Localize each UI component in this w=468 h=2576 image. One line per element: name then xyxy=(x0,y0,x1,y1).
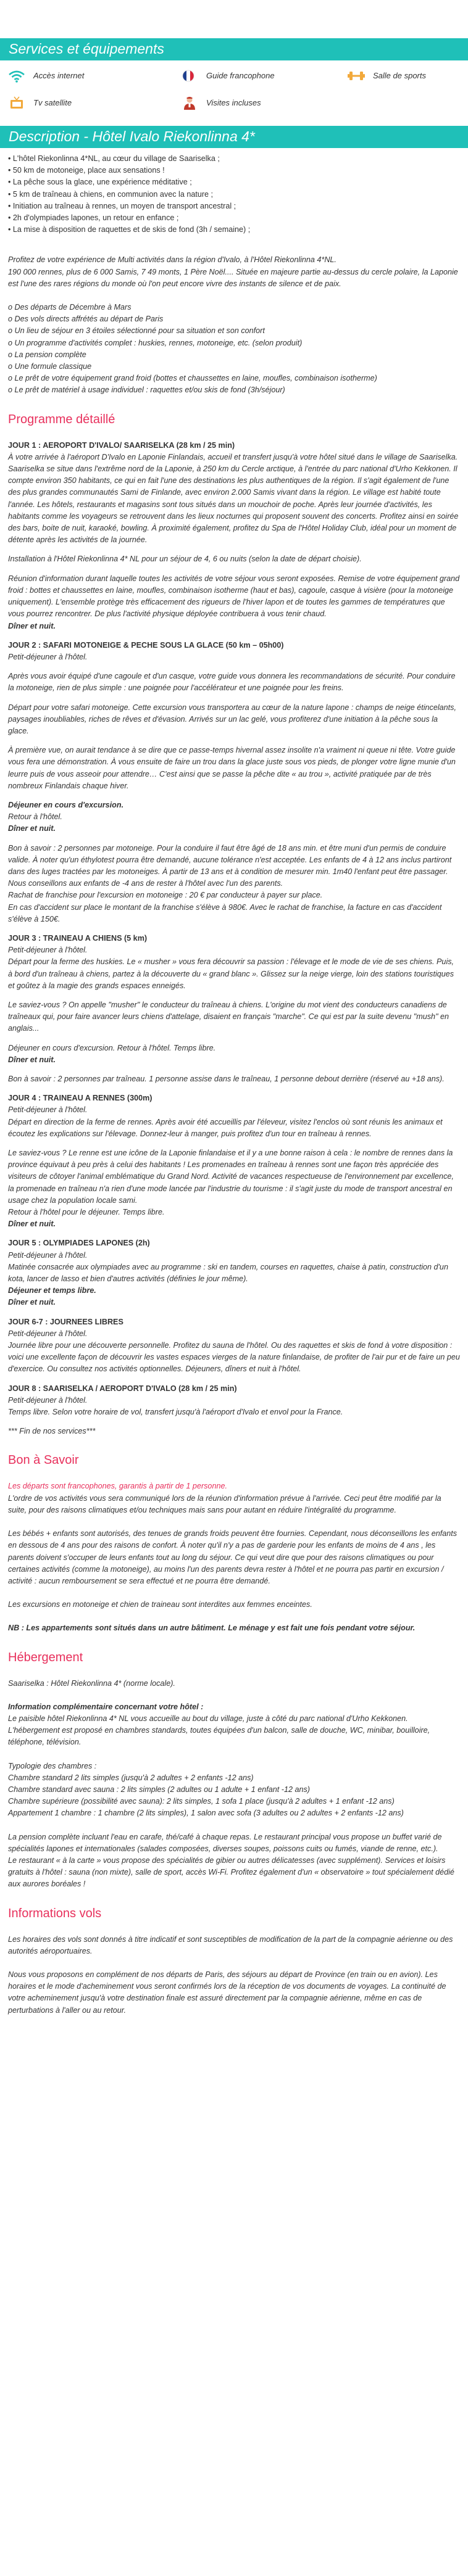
hotel-name: Saariselka : Hôtel Riekonlinna 4* (norme locale). xyxy=(8,1678,175,1688)
day-meal: Déjeuner et temps libre. xyxy=(8,1286,96,1295)
hotel-paragraph: Le restaurant « à la carte » vous propose des spécialités de gibier ou autres délicatesses (avec supplément). Services et loisirs gratuits à l'hôtel : sauna (non mixte), salle de sport, accès Wi-Fi. Profitez également d'un « observatoire » tout spécialement dédié aux aurores boréales ! xyxy=(8,1856,454,1889)
equipement-label: Salle de sports xyxy=(373,71,426,81)
equipement-label: Tv satellite xyxy=(33,98,72,108)
hotel-info-title: Information complémentaire concernant votre hôtel : xyxy=(8,1702,204,1711)
french-flag-icon xyxy=(180,69,199,83)
guide-person-icon xyxy=(180,96,199,110)
day-heading: JOUR 5 : OLYMPIADES LAPONES (2h) xyxy=(8,1239,150,1248)
bon-a-savoir-title: Bon à Savoir xyxy=(8,1453,79,1468)
hotel-paragraph: Le paisible hôtel Riekonlinna 4* NL vous accueille au bout du village, juste à côté du parc national d'Urho Kekkonen. L'hébergement est proposé en chambres standards, toutes équipées d'un balcon, salle de douche, WC, minibar, bouilloire, téléphone, télévision. xyxy=(8,1714,430,1747)
list-item: o Le prêt de votre équipement grand froid (bottes et chaussettes en laine, moufles, combinaison isotherme) xyxy=(8,374,377,383)
list-item: o Des départs de Décembre à Mars xyxy=(8,303,132,312)
day-meal: Déjeuner en cours d'excursion. xyxy=(8,800,124,809)
day-paragraph: À votre arrivée à l'aéroport D'Ivalo en Laponie Finlandais, accueil et transfert jusqu'à votre hôtel situé dans le village de Saariselka. xyxy=(8,452,458,461)
list-item: • La mise à disposition de raquettes et de skis de fond (3h / semaine) ; xyxy=(8,225,251,234)
day-paragraph: Rachat de franchise pour l'excursion en motoneige : 20 € par conducteur à payer sur place. xyxy=(8,891,323,900)
end-of-services: *** Fin de nos services*** xyxy=(8,1427,96,1436)
equipement-item xyxy=(7,69,180,83)
highlights-list xyxy=(8,153,460,236)
wifi-icon xyxy=(7,69,26,83)
list-item: • 5 km de traîneau à chiens, en communion avec la nature ; xyxy=(8,189,214,199)
list-item: o Une formule classique xyxy=(8,362,92,371)
programme-title: Programme détaillé xyxy=(8,412,115,426)
gym-icon xyxy=(347,69,366,83)
equipement-item xyxy=(180,96,347,110)
info-paragraph: Les excursions en motoneige et chien de traineau sont interdites aux femmes enceintes. xyxy=(8,1600,312,1609)
day-paragraph: Journée libre pour une découverte personnelle. Profitez du sauna de l'hôtel. Ou des raquettes et skis de fond à votre disposition : voici une excellente façon de découvrir les vastes espaces vierges de la nature finlandaise, de profiter de l'air pur et de faire un peu d'exercice. Ou consultez nos activités optionnelles. Déjeuners, dîners et nuit à l'hôtel. xyxy=(8,1341,460,1374)
intro-paragraph: 190 000 rennes, plus de 6 000 Samis, 7 49 monts, 1 Père Noël.... Située en majeure partie au-dessus du cercle polaire, la Laponie est l'une des rares régions du monde où l'on peut encore vivre des instants de silence et de paix. xyxy=(8,267,458,288)
departure-guarantee: Les départs sont francophones, garantis à partir de 1 personne. xyxy=(8,1482,227,1491)
vols-paragraph: Les horaires des vols sont donnés à titre indicatif et sont susceptibles de modification de la part de la compagnie aérienne ou des autorités aéroportuaires. xyxy=(8,1934,453,1955)
equipement-item xyxy=(180,69,347,83)
day-breakfast: Petit-déjeuner à l'hôtel. xyxy=(8,1329,88,1338)
day-paragraph: Le saviez-vous ? On appelle "musher" le conducteur du traîneau à chiens. L'origine du mot vient des conducteurs canadiens de traîneaux qui, pour faire avancer leurs chiens d'attelage, disaient en français "marche". Ce qui est par la suite devenu "mush" en anglais... xyxy=(8,1000,449,1033)
hotel-paragraph: La pension complète incluant l'eau en carafe, thé/café à chaque repas. Le restaurant principal vous propose un buffet varié de spécialités lapones et internationales (salades composées, diverses soupes, poissons cuits ou fumés, viande de renne, etc.). xyxy=(8,1832,442,1853)
day-meal: Dîner et nuit. xyxy=(8,824,56,833)
description-title: Description - Hôtel Ivalo Riekonlinna 4* xyxy=(0,126,468,148)
equipement-label: Visites incluses xyxy=(206,98,261,108)
offer-list xyxy=(8,302,460,397)
day-paragraph: Temps libre. Selon votre horaire de vol, transfert jusqu'à l'aéroport d'Ivalo et envol pour la France. xyxy=(8,1408,343,1417)
description-content xyxy=(0,148,468,2017)
room-item: Chambre standard 2 lits simples (jusqu'à 2 adultes + 2 enfants -12 ans) xyxy=(8,1773,254,1782)
day-meal: Dîner et nuit. xyxy=(8,1298,56,1307)
day-paragraph: Bon à savoir : 2 personnes par traîneau. 1 personne assise dans le traîneau, 1 personne debout derrière (réservé au +18 ans). xyxy=(8,1075,445,1083)
day-breakfast: Petit-déjeuner à l'hôtel. xyxy=(8,1395,88,1405)
equipement-label: Accès internet xyxy=(33,71,85,81)
day-breakfast: Petit-déjeuner à l'hôtel. xyxy=(8,1105,88,1115)
day-paragraph: En cas d'accident sur place le montant de la franchise s'élève à 980€. Avec le rachat de franchise, la facture en cas d'accident s'élève à 150€. xyxy=(8,902,442,923)
day-heading: JOUR 6-7 : JOURNEES LIBRES xyxy=(8,1317,123,1326)
list-item: o Le prêt de matériel à usage individuel : raquettes et/ou skis de fond (3h/séjour) xyxy=(8,386,285,395)
day-paragraph: Retour à l'hôtel. xyxy=(8,812,62,822)
day-meal: Dîner et nuit. xyxy=(8,1220,56,1229)
day-paragraph: Départ en direction de la ferme de rennes. Après avoir été accueillis par l'éleveur, visitez l'enclos où sont réunis les animaux et écoutez les explications sur l'élevage. Donnez-leur à manger, puis profitez d'un tour en traîneau à rennes. xyxy=(8,1117,443,1138)
list-item: o Des vols directs affrétés au départ de Paris xyxy=(8,315,164,324)
day-paragraph: Retour à l'hôtel pour le déjeuner. Temps libre. xyxy=(8,1208,165,1217)
list-item: o Un programme d'activités complet : huskies, rennes, motoneige, etc. (selon produit) xyxy=(8,338,303,347)
list-item: • La pêche sous la glace, une expérience méditative ; xyxy=(8,178,192,187)
day-paragraph: Saariselka se situe dans l'extrême nord de la Laponie, à 250 km du Cercle arctique, à l'entrée du parc national d'Urho Kekkonen. Il compte environ 350 habitants, ce qui en fait l'une des destinations les plus authentiques de la région. Il s'agit également de l'une des plus grandes communautés Sami de Finlande, avec environ 2.000 Samis vivant dans la région. Le village est habité toute l'année. Les hôtels, restaurants et magasins sont tous situés dans un mouchoir de poche. Après leur journée d'activités, les habitants comme les voyageurs se retrouvent dans les lieux nocturnes qui proposent souvent des concerts. Profitez ainsi en soirée des bars, boite de nuit, karaoké, bowling. À proximité également, profitez du Spa de l'Hôtel Holiday Club, idéal pour un moment de détente après les activités de la journée. xyxy=(8,464,459,545)
tv-icon xyxy=(7,96,26,110)
list-item: • Initiation au traîneau à rennes, un moyen de transport ancestral ; xyxy=(8,201,236,210)
day-breakfast: Petit-déjeuner à l'hôtel. xyxy=(8,1250,88,1260)
day-heading: JOUR 4 : TRAINEAU A RENNES (300m) xyxy=(8,1094,153,1103)
day-meal: Dîner et nuit. xyxy=(8,621,56,630)
day-heading: JOUR 3 : TRAINEAU A CHIENS (5 km) xyxy=(8,933,148,943)
vols-title: Informations vols xyxy=(8,1906,102,1920)
day-meal: Dîner et nuit. xyxy=(8,1055,56,1064)
room-item: Chambre standard avec sauna : 2 lits simples (2 adultes ou 1 adulte + 1 enfant -12 ans) xyxy=(8,1785,310,1794)
day-paragraph: Installation à l'Hôtel Riekonlinna 4* NL pour un séjour de 4, 6 ou nuits (selon la date de départ choisie). xyxy=(8,555,362,564)
day-paragraph: Départ pour la ferme des huskies. Le « musher » vous fera découvrir sa passion : l'élevage et le mode de vie de ses chiens. Puis, à bord d'un traîneau à chiens, partez à la découverte du « grand blanc ». Glissez sur la neige vierge, loin des stations touristiques et goûtez à la magie des grands espaces enneigés. xyxy=(8,957,454,990)
day-breakfast: Petit-déjeuner à l'hôtel. xyxy=(8,946,88,955)
list-item: • L'hôtel Riekonlinna 4*NL, au cœur du village de Saariselka ; xyxy=(8,154,220,163)
day-paragraph: Bon à savoir : 2 personnes par motoneige. Pour la conduire il faut être âgé de 18 ans min. et être muni d'un permis de conduire valide. À noter qu'un éthylotest pourra être demandé, aucune tolérance n'est acceptée. Les enfants de 4 à 12 ans inclus partiront dans des luges tractées par les motoneiges. À partir de 13 ans et à condition de mesurer min. 1m40 l'enfant peut être passager. Nous conseillons aux enfants de -4 ans de rester à l'hôtel avec l'un des parents. xyxy=(8,843,452,888)
day-breakfast: Petit-déjeuner à l'hôtel. xyxy=(8,652,88,661)
list-item: • 50 km de motoneige, place aux sensations ! xyxy=(8,166,165,175)
list-item: • 2h d'olympiades lapones, un retour en enfance ; xyxy=(8,213,179,223)
equipements-title: Services et équipements xyxy=(0,38,468,60)
day-paragraph: Départ pour votre safari motoneige. Cette excursion vous transportera au cœur de la nature lapone : champs de neige étincelants, paysages inoubliables, riches de rêves et d'évasion. Arrivés sur un lac gelé, vous profiterez d'une initiation à la pêche sous la glace. xyxy=(8,703,456,735)
room-item: Appartement 1 chambre : 1 chambre (2 lits simples), 1 salon avec sofa (3 adultes ou 2 adultes + 2 enfants -12 ans) xyxy=(8,1809,404,1818)
day-paragraph: À première vue, on aurait tendance à se dire que ce passe-temps hivernal assez insolite n'a vraiment ni queue ni tête. Votre guide vous fera une démonstration. À vous ensuite de faire un trou dans la glace juste sous vos pieds, de plonger votre ligne munie d'un leurre puis de vous asseoir pour attendre… C'est ainsi que se passe la pêche dite « au trou », activité pratiquée par de très nombreux Finlandais chaque hiver. xyxy=(8,746,456,790)
rooms-title: Typologie des chambres : xyxy=(8,1761,97,1770)
list-item: o La pension complète xyxy=(8,350,86,359)
equipements-grid xyxy=(0,60,468,110)
equipement-label: Guide francophone xyxy=(206,71,275,81)
day-paragraph: Après vous avoir équipé d'une cagoule et d'un casque, votre guide vous donnera les recommandations de sécurité. Pour conduire la motoneige, rien de plus simple : une poignée pour l'accélérateur et une poignée pour les freins. xyxy=(8,672,456,693)
day-paragraph: Réunion d'information durant laquelle toutes les activités de votre séjour vous seront exposées. Remise de votre équipement grand froid : bottes et chaussettes en laine, moufles, combinaison isotherme (haut et bas), cagoule, casque à visière (pour la motoneige uniquement). L'ensemble protège très efficacement des rigueurs de l'hiver lapon et de toutes les gammes de températures que vous pourrez rencontrer. De plus l'activité physique déployée contribuera à vous tenir chaud. xyxy=(8,574,460,619)
list-item: o Un lieu de séjour en 3 étoiles sélectionné pour sa situation et son confort xyxy=(8,326,265,336)
info-paragraph: Les bébés + enfants sont autorisés, des tenues de grands froids peuvent être fournies. Cependant, nous déconseillons les enfants en dessous de 4 ans pour des raisons de confort. À noter qu'il n'y a pas de garderie pour les enfants de moins de 4 ans , les parents doivent s'occuper de leurs enfants tout au long du séjour. Ce qui veut dire que pour des raisons climatiques ou pour certaines activités (comme la motoneige), au moins l'un des parents devra rester à l'hôtel et ne pourra pas partir en excursion / activité : aucun remboursement se sera effectué et ne pourra être demandé. xyxy=(8,1529,458,1585)
day-heading: JOUR 8 : SAARISELKA / AEROPORT D'IVALO (28 km / 25 min) xyxy=(8,1384,237,1393)
room-item: Chambre supérieure (possibilité avec sauna): 2 lits simples, 1 sofa 1 place (jusqu'à 2 adultes + 1 enfant -12 ans) xyxy=(8,1797,395,1806)
day-paragraph: Matinée consacrée aux olympiades avec au programme : ski en tandem, courses en raquettes, chaise à patin, construction d'un kota, lancer de lasso et bien d'autres activités (définies le jour même). xyxy=(8,1262,448,1284)
info-paragraph: L'ordre de vos activités vous sera communiqué lors de la réunion d'information prévue à l'arrivée. Ceci peut être modifié par la suite, pour des raisons climatiques et/ou techniques mais sans pour autant en réduire l'intégralité du programme. xyxy=(8,1493,441,1514)
day-heading: JOUR 1 : AEROPORT D'IVALO/ SAARISELKA (28 km / 25 min) xyxy=(8,440,235,450)
equipement-item xyxy=(347,69,468,83)
intro-paragraph: Profitez de votre expérience de Multi activités dans la région d'Ivalo, à l'Hôtel Riekonlinna 4*NL. xyxy=(8,255,336,265)
vols-paragraph: Nous vous proposons en complément de nos départs de Paris, des séjours au départ de Province (en train ou en avion). Les horaires et le mode d'acheminement vous seront confirmés lors de la réception de vos documents de voyages. La continuité de votre acheminement jusqu'à votre destination finale est assuré directement par la compagnie aérienne, même en cas de perturbations à l'aller ou au retour. xyxy=(8,1970,446,2015)
info-paragraph: NB : Les appartements sont situés dans un autre bâtiment. Le ménage y est fait une fois pendant votre séjour. xyxy=(8,1624,416,1633)
day-paragraph: Le saviez-vous ? Le renne est une icône de la Laponie finlandaise et il y a une bonne raison à cela : le nombre de rennes dans la province équivaut à peu près à celui des habitants ! Les promenades en traîneau à rennes sont une façon très appréciée des visiteurs de côtoyer l'animal emblématique du Grand Nord. Activité de vacances respectueuse de l'environnement par excellence, la promenade en traîneau n'a rien d'une mode lancée par l'industrie du tourisme : il s'agit juste du mode de transport ancestral en usage chez la population locale sami. xyxy=(8,1149,454,1205)
hebergement-title: Hébergement xyxy=(8,1650,83,1664)
day-paragraph: Déjeuner en cours d'excursion. Retour à l'hôtel. Temps libre. xyxy=(8,1043,216,1052)
equipement-item xyxy=(7,96,180,110)
day-heading: JOUR 2 : SAFARI MOTONEIGE & PECHE SOUS LA GLACE (50 km – 05h00) xyxy=(8,640,284,650)
